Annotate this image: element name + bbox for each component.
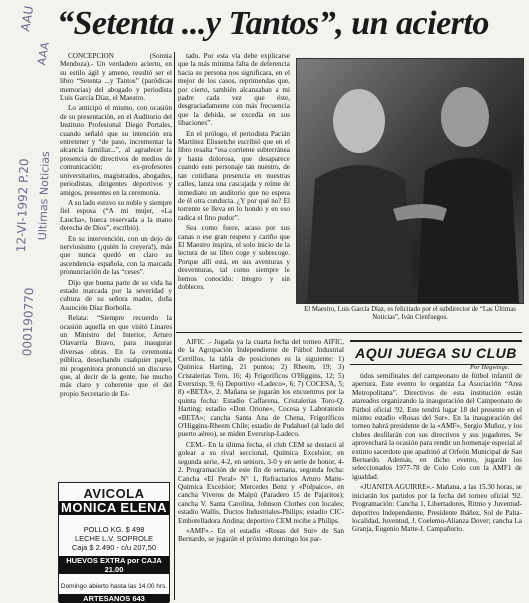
article-paragraph: En su intervención, con un dejo de nerviosismo (¡quién lo creyera!), más que nunca quedó en claro su ascendencia española, con la marcada pronunciación de las “ceses”. <box>60 234 172 277</box>
article-column-2 <box>178 52 290 328</box>
ad-line: Domingo abierto hasta las 14.00 hrs. <box>60 583 168 590</box>
sports-paragraph: «JUANITA AGUIRRE».- Mañana, a las 15.30 horas, se iniciarán los partidos por la fecha del torneo oficial '92. Programación: Cancha 1, Libertadores, Ritmo y Juventud-deportivo Independiente, Presidente Ibáñez, Sol de Palta-localidad, Juventud, J. Coelemu-Alianza Dover; cancha La Granja, Eugenio Matte-J. Campañurio. <box>352 483 522 534</box>
handwritten-note-aaa: AAA <box>35 41 52 67</box>
article-paragraph: tado. Por esta vía debe explicarse que la más mínima falta de deferencia hacia su persona nos significara, en el mejor de los casos, reprimendas que, por cierto, también alcanzaban a mi padre cada vez que éste, desgraciadamente con más frecuencia que la debida, se excedía en sus libaciones”. <box>178 52 290 128</box>
ad-line: POLLO KG. $ 498 <box>83 525 145 534</box>
advertisement-avicola <box>58 482 170 602</box>
sports-column-b <box>352 372 522 600</box>
section-divider <box>176 332 522 333</box>
article-paragraph: Dijo que buena parte de su vida ha estado marcada por la severidad y cultura de su señora madre, doña Asunción Díaz Borbolla. <box>60 278 172 312</box>
article-paragraph: Relata: “Siempre recuerdo la ocasión aquella en que visitó Linares un Ministro del Interior, Arturo Olavarría Bravo, para inaugurar diversas obras. En la ceremonia pública, desechando cualquier papel, mi progenitora pronunció un discurso que, al decir de la gente, fue mucho más claro y coherente que el del propio Secretario de Es- <box>60 314 172 398</box>
headline: “Setenta ...y Tantos”, un acierto <box>57 5 489 42</box>
article-paragraph: CONCEPCION (Sonnia Mendoza).- Un verdadero acierto, en su estilo ágil y ameno, resultó ser el libro “Setenta ...y Tantos” (paródicas memorias) del abogado y periodista Luis García Díaz, el Maestro. <box>60 52 172 103</box>
ad-line: LECHE L.V. SOPROLE <box>74 534 154 543</box>
handwritten-source: Ultimas Noticias <box>36 150 53 241</box>
ad-line-highlight: HUEVOS EXTRA por CAJA 21.00 <box>59 556 169 574</box>
photo-figures-icon <box>297 59 523 303</box>
sports-paragraph: «AMF».- En el estadio «Rosas del Sur» de San Bernardo, se jugarán el próximo domingo los par- <box>178 526 344 544</box>
handwritten-date: 12-VI-1992 P.20 <box>14 158 32 253</box>
article-column-1 <box>60 52 172 480</box>
sports-column-a <box>178 338 344 600</box>
article-paragraph: Lo anticipó el mismo, con ocasión de su presentación, en el Auditorio del Instituto Profesional Diego Portales, cuando señaló que su intención era entretener y “de paso, incrementar la alcancía familiar...”, al agradecer la presencia de directivos de medios de comunicación; ex-profesores universitarios, magistrados, abogados, periodistas, dirigentes deportivos y amigos, presentes en la ceremonia. <box>60 104 172 197</box>
sports-paragraph: AIFIC .- Jugada ya la cuarta fecha del torneo AIFIC, de la Agrupación Independiente de Fútbol Industrial Cerrillos, la tabla de posiciones es la siguiente: 1) Química Harting, 21 puntos; 2) Rheem, 19; 3) Cristalerías Toro, 16; 4) Frigoríficos O'Higgins, 12; 5) Eversrisp, 9; 6) Deportivo «Ladeco», 6; 7) COCESA, 5; 8) «BETA», 2. Mañana se jugarán los encuentros por la quinta fecha: Estadio Caffarena, Cristalerías Toro-Q. Harting; estadio «Don Orione», Cocesa y Laboratorio «BETA»; cancha Santa Ana de Chena, Frigoríficos O'Higgins-Rheem Chile; estadio de Pudahuel (al lado del puerto aéreo), se miden Eversrisp-Ladeco. <box>178 338 344 439</box>
ad-address: ARTESANOS 643 <box>59 594 169 603</box>
section-banner: AQUI JUEGA SU CLUB <box>350 340 522 365</box>
article-photo <box>296 58 524 304</box>
column-divider <box>174 52 175 600</box>
ad-title: AVICOLA <box>83 486 145 501</box>
sports-paragraph: tidos semifinales del campeonato de fútbol infantil de apertura. Este evento lo organiza La Asociación “Area Metropolitana”. Directivos de esta institución están atareados organizando la inauguración del Campeonato de Fútbol oficial '92. Este tendrá lugar 18 del presente en el mismo estadio «Rosas del Sur». En la inauguración del torneo habrá presidente de la «AMF», Sergio Muñoz, y los clubes desfilarán con sus directivos y sus jugadores. Se aprovechará la ocasión para rendir un homenaje especial al extinto sacerdote que apadrinó al Orfeón Municipal de San Bernardo. Además, en dicho evento, jugarán los seleccionados 1977-78 de Colo Colo con la AMF1 de igualdad. <box>352 372 522 481</box>
ad-subtitle: MONICA ELENA <box>59 501 169 515</box>
article-paragraph: Sea como fuere, acaso por sus canas o ese gran respeto y cariño que El Maestro inspira, el solo inicio de la lectura de su libro coge y sobrecoge. Porque allí está, en sus aventuras y desventuras, tal como siempre le hemos conocido: íntegro y sin dobleces. <box>178 224 290 291</box>
handwritten-note-aau: AAU <box>18 4 37 33</box>
article-paragraph: En el prólogo, el periodista Pacián Martínez Elissetche escribió que en el libro resalta “esa corriente subterránea y hasta dolorosa, que desaparece cuando este personaje tan nuestro, de tan cotidiana presencia en nuestras calles, lanza una cascajada y reíme de inmediato un auditorio que no espera de él otra conducta. ¿Y por qué no? El torrente se lleva en lo hondo y en eso radica el fino pudor”. <box>178 129 290 222</box>
handwritten-code: 000190770 <box>20 287 37 357</box>
ad-line: Caja $ 2.490 - c/u 207,50 <box>71 543 157 552</box>
photo-caption: El Maestro, Luis García Díaz, es felicitado por el subdirector de “Las Últimas Noticias”, Iván Cienfuegos. <box>304 306 516 321</box>
byline: Por Hegwinge. <box>470 364 510 371</box>
article-paragraph: A su lado estuvo su noble y siempre fiel esposa (“A mi mujer, «La Laucha», hueca reservada a la mano derecha de Dios”, escribió). <box>60 198 172 233</box>
sports-paragraph: CEM.- En la última fecha, el club CEM se destacó al golear a su rival seccional, Química Excelsior, en segunda serie, 4-2, en seniors, 3-0 y en serie de honor, 4-2. Programación de este fin de semana, segunda fecha: Cancha «El Peral» N° 1, Refractarios Arturo Matte-Química Excelsior; Mercedes Benz y «Polpaico», en cancha Viveros de Maipú (Paradero 15 de Pajaritos); cancha V. Santa Carolina, Johnson Clothes con locales; estadio Wallis, Ductos Industriales-Philips; estadio CIC-Embotelladora Andina; deportivo CEM recibe a Philips. <box>178 440 344 525</box>
